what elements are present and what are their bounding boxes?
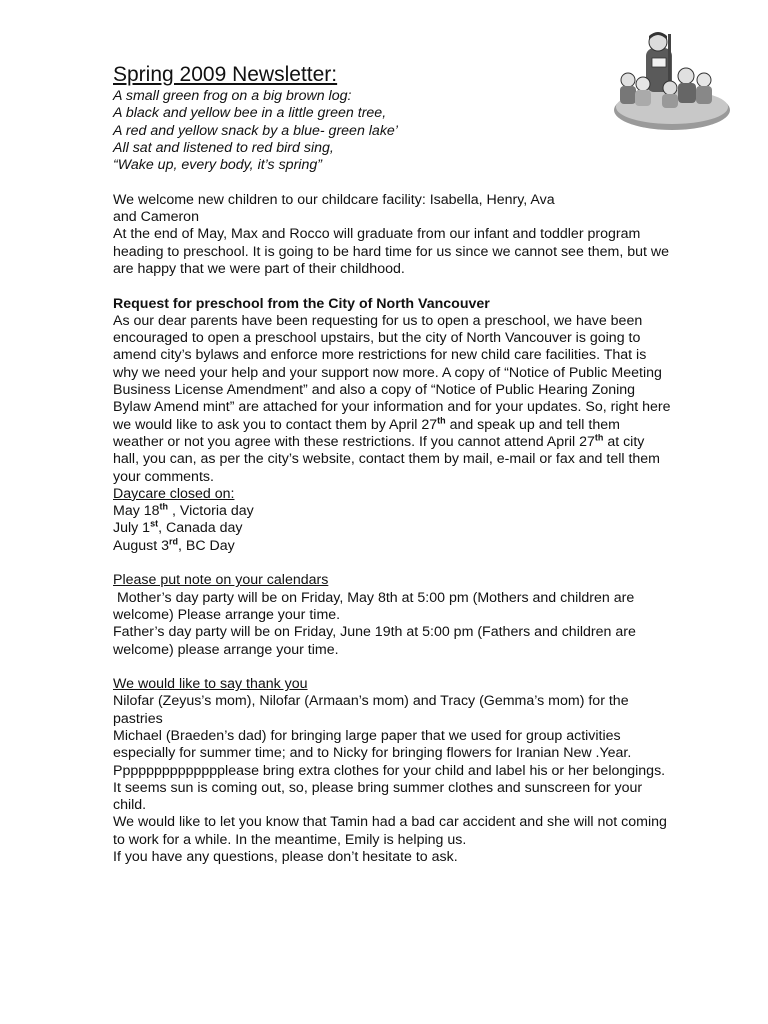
closure-holiday: , BC Day [178, 537, 235, 554]
preschool-text: As our dear parents have been requesting for us to open a preschool, we have been encouraged to open a preschool upstairs, but the city of North Vancouver is going to amend city’s bylaws and enforce more restrictions for new child care facilities. That is why we need your help and your support now more. A copy of “Notice of Public Meeting Business License Amendment” and also a copy of “Notice of Public Hearing Zoning Bylaw Amend mint” are attached for your information and for your updates. So, right here we would like to ask you to contact them by April 27 [113, 312, 671, 433]
ordinal-suffix: th [437, 414, 446, 425]
graduation-paragraph: At the end of May, Max and Rocco will graduate from our infant and toddler program heading to preschool. It is going to be hard time for us since we cannot see them, but we are happy that we were part of their childhood. [113, 226, 670, 277]
poem-line: A black and yellow bee in a little green tree, [113, 105, 387, 122]
newsletter-page [113, 62, 673, 866]
poem-line: All sat and listened to red bird sing, [113, 139, 334, 156]
thanks-paper: Michael (Braeden’s dad) for bringing large paper that we used for group activities especially for summer time; and to Nicky for bringing flowers for Iranian New .Year. [113, 727, 632, 762]
closure-holiday: , Canada day [158, 520, 243, 537]
fathers-day-note: Father’s day party will be on Friday, June 19th at 5:00 pm (Fathers and children are welcome) please arrange your time. [113, 624, 636, 658]
welcome-line: and Cameron [113, 209, 199, 226]
newsletter-title: Spring 2009 Newsletter: [113, 63, 338, 86]
questions-note: If you have any questions, please don’t hesitate to ask. [113, 849, 458, 866]
clothes-reminder: Pppppppppppppplease bring extra clothes for your child and label his or her belongings. It seems sun is coming out, so, please bring summer clothes and sunscreen for your child. [113, 762, 666, 814]
closure-item [113, 535, 673, 555]
spring-poem [113, 88, 673, 174]
closure-date: May 18 [113, 503, 160, 520]
staff-update: We would like to let you know that Tamin had a bad car accident and she will not coming to work for a while. In the meantime, Emily is helping us. [113, 814, 667, 848]
preschool-text: at city hall, you can, as per the city’s website, contact them by mail, e-mail or fax and tell them your comments. [113, 433, 660, 485]
ordinal-suffix: th [594, 432, 604, 443]
preschool-text: and speak up and tell them weather or not you agree with these restrictions. If you cannot attend April 27 [113, 416, 620, 450]
welcome-line: We welcome new children to our childcare facility: Isabella, Henry, Ava [113, 191, 555, 208]
mothers-day-note: Mother’s day party will be on Friday, May 8th at 5:00 pm (Mothers and children are welcome) Please arrange your time. [113, 589, 639, 623]
poem-line: A small green frog on a big brown log: [113, 88, 352, 104]
thanks-heading: We would like to say thank you [113, 676, 308, 693]
calendar-heading: Please put note on your calendars [113, 572, 329, 589]
ordinal-suffix: rd [169, 535, 179, 546]
closure-item [113, 520, 673, 537]
closure-date: August 3 [113, 537, 170, 554]
ordinal-suffix: th [159, 501, 169, 512]
poem-line: “Wake up, every body, it’s spring” [113, 157, 322, 174]
closure-item [113, 503, 673, 520]
closure-date: July 1 [113, 520, 151, 537]
thanks-pastries: Nilofar (Zeyus’s mom), Nilofar (Armaan’s mom) and Tracy (Gemma’s mom) for the pastries [113, 693, 629, 727]
preschool-paragraph [113, 313, 673, 486]
poem-line: A red and yellow snack by a blue- green lake’ [113, 122, 398, 139]
preschool-heading: Request for preschool from the City of North Vancouver [113, 295, 490, 312]
closures-heading: Daycare closed on: [113, 485, 235, 502]
closure-holiday: , Victoria day [168, 503, 254, 520]
ordinal-suffix: st [150, 518, 159, 529]
